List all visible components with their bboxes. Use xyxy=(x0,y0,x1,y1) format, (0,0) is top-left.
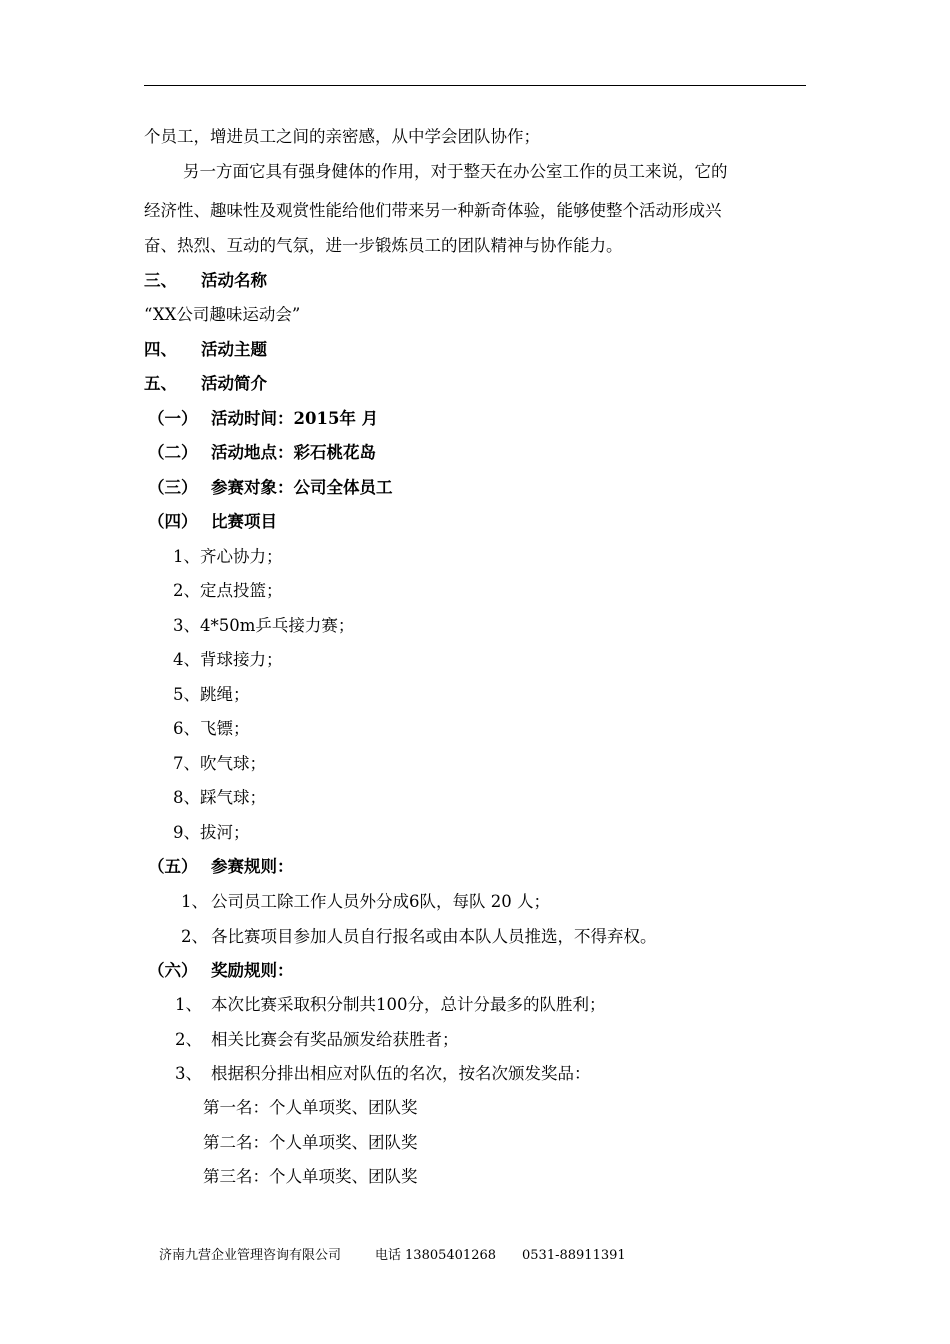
list-item: 5、跳绳； xyxy=(173,685,250,704)
activity-time: 活动时间：2015年 月 xyxy=(211,409,379,428)
footer-phone-label: 电话 xyxy=(375,1248,402,1263)
list-item: 4、背球接力； xyxy=(173,650,283,669)
activity-place: 活动地点：彩石桃花岛 xyxy=(211,443,376,462)
footer-phone: 13805401268 xyxy=(405,1248,497,1263)
subsection-heading: 比赛项目 xyxy=(211,512,277,531)
body-text-line: 个员工，增进员工之间的亲密感，从中学会团队协作； xyxy=(144,127,540,146)
award-rule-text: 本次比赛采取积分制共100分，总计分最多的队胜利； xyxy=(211,995,606,1014)
award-rule-number: 1、 xyxy=(175,995,202,1014)
section-heading: 活动名称 xyxy=(201,271,267,290)
subsection-number: （二） xyxy=(148,443,198,462)
section-number: 四、 xyxy=(144,340,177,359)
award-rule-number: 2、 xyxy=(175,1030,202,1049)
header-rule xyxy=(144,85,806,86)
subsection-number: （六） xyxy=(148,961,198,980)
award-rule-text: 相关比赛会有奖品颁发给获胜者； xyxy=(211,1030,459,1049)
subsection-number: （五） xyxy=(148,857,198,876)
list-item: 2、定点投篮； xyxy=(173,581,283,600)
section-number: 五、 xyxy=(144,374,177,393)
section-heading: 活动主题 xyxy=(201,340,267,359)
list-item: 8、踩气球； xyxy=(173,788,266,807)
rule-text: 公司员工除工作人员外分成6队，每队 20 人； xyxy=(211,892,550,911)
rule-number: 1、 xyxy=(181,892,208,911)
list-item: 9、拔河； xyxy=(173,823,250,842)
award-place: 第三名：个人单项奖、团队奖 xyxy=(203,1167,418,1186)
list-item: 1、齐心协力； xyxy=(173,547,283,566)
page-footer xyxy=(159,1248,626,1264)
list-item: 6、飞镖； xyxy=(173,719,250,738)
list-item: 3、4*50m乒乓接力赛； xyxy=(173,616,355,635)
award-rule-text: 根据积分排出相应对队伍的名次，按名次颁发奖品： xyxy=(211,1064,591,1083)
subsection-heading: 奖励规则： xyxy=(211,961,294,980)
footer-company: 济南九营企业管理咨询有限公司 xyxy=(159,1248,342,1263)
rule-number: 2、 xyxy=(181,927,208,946)
event-name: “XX公司趣味运动会” xyxy=(144,305,301,324)
list-item: 7、吹气球； xyxy=(173,754,266,773)
body-text-line: 经济性、趣味性及观赏性能给他们带来另一种新奇体验，能够使整个活动形成兴 xyxy=(144,201,722,220)
section-heading: 活动简介 xyxy=(201,374,267,393)
subsection-number: （四） xyxy=(148,512,198,531)
award-place: 第二名：个人单项奖、团队奖 xyxy=(203,1133,418,1152)
subsection-number: （一） xyxy=(148,409,198,428)
footer-phone: 0531-88911391 xyxy=(522,1248,626,1263)
body-text-line: 另一方面它具有强身健体的作用，对于整天在办公室工作的员工来说，它的 xyxy=(183,162,728,181)
subsection-number: （三） xyxy=(148,478,198,497)
subsection-heading: 参赛规则： xyxy=(211,857,294,876)
rule-text: 各比赛项目参加人员自行报名或由本队人员推选，不得弃权。 xyxy=(211,927,657,946)
activity-participants: 参赛对象：公司全体员工 xyxy=(211,478,393,497)
section-number: 三、 xyxy=(144,271,177,290)
body-text-line: 奋、热烈、互动的气氛，进一步锻炼员工的团队精神与协作能力。 xyxy=(144,236,623,255)
award-place: 第一名：个人单项奖、团队奖 xyxy=(203,1098,418,1117)
award-rule-number: 3、 xyxy=(175,1064,202,1083)
